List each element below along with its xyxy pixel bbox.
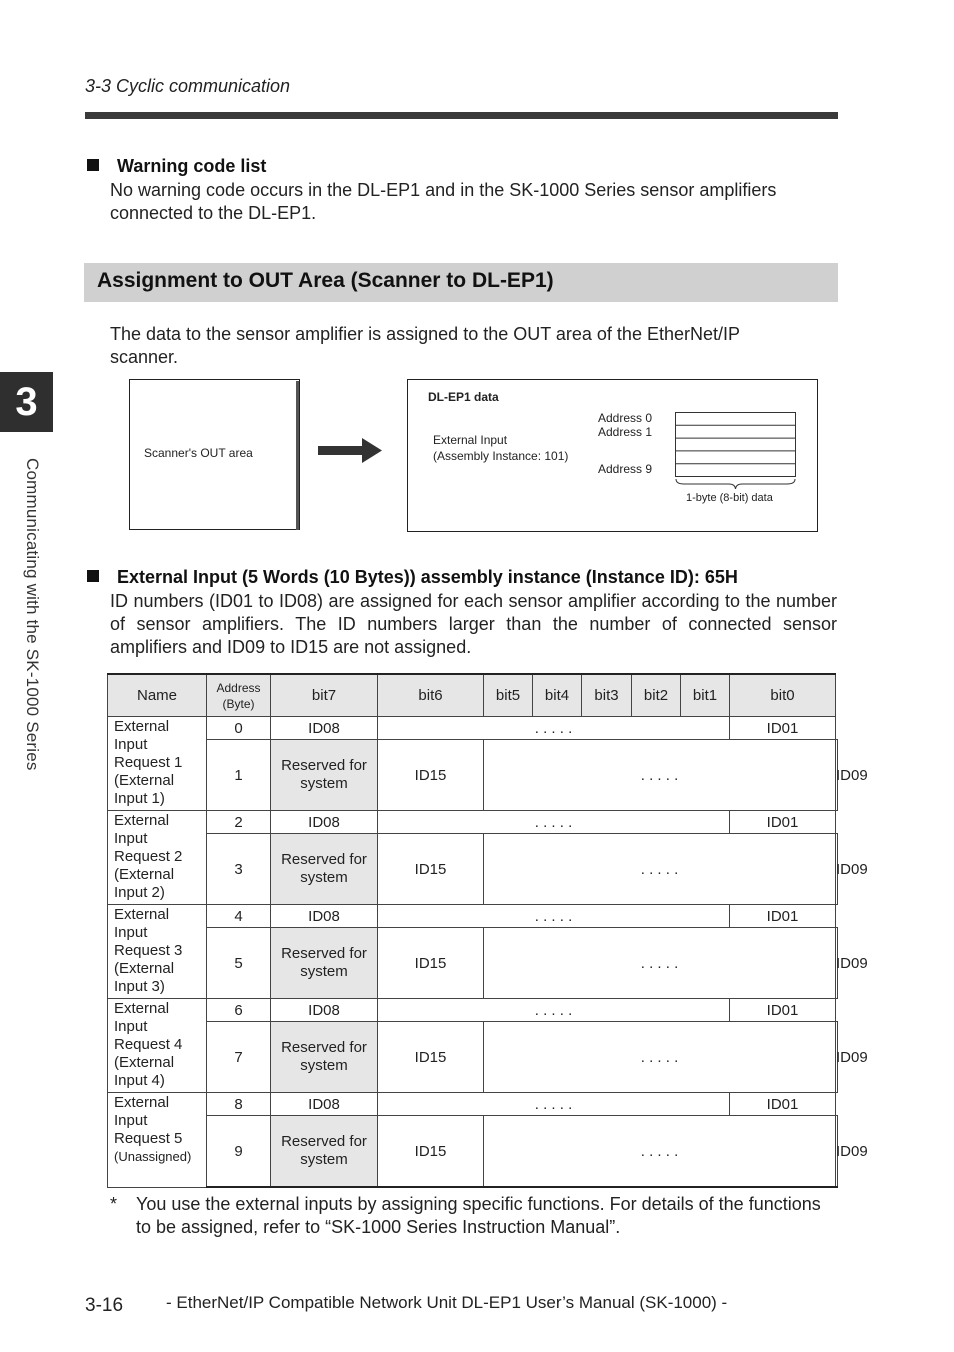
- col-header-name: Name: [108, 674, 207, 717]
- name-line: (External: [114, 866, 175, 883]
- bit6-cell: ID15: [378, 740, 484, 811]
- name-line: Request 3: [114, 942, 183, 959]
- bit6-cell: ID15: [378, 834, 484, 905]
- table-row: [108, 717, 838, 740]
- col-header-address-l1: Address: [216, 680, 261, 695]
- reserved-cell: [271, 834, 378, 905]
- bit6-cell: ID15: [378, 1022, 484, 1093]
- bit7-cell: ID08: [271, 717, 378, 740]
- name-line: Request 1: [114, 754, 183, 771]
- bits-ellipsis-cell: . . . . .: [378, 905, 730, 928]
- col-header-bit5: bit5: [484, 674, 533, 717]
- request-name-cell: [108, 811, 207, 905]
- col-header-address-l2: (Byte): [222, 696, 255, 711]
- name-line: Input: [114, 1018, 148, 1035]
- byte-data-note: 1-byte (8-bit) data: [686, 492, 773, 504]
- bit6-cell: ID15: [378, 1116, 484, 1188]
- bit0-cell: ID01: [730, 811, 836, 834]
- request-name-cell: [108, 999, 207, 1093]
- col-header-bit6: bit6: [378, 674, 484, 717]
- name-line: Input: [114, 1112, 148, 1129]
- byte-register-stack: [674, 411, 798, 491]
- warning-body: No warning code occurs in the DL-EP1 and in the SK-1000 Series sensor amplifiers connected to the DL-EP1.: [110, 180, 777, 223]
- unassigned-note: (Unassigned): [114, 1149, 192, 1164]
- bit0-cell: ID09: [836, 1116, 838, 1188]
- table-row: [108, 811, 838, 834]
- bullet-square-icon: [87, 159, 99, 171]
- table-body: [108, 717, 868, 1188]
- scanner-out-area-box: [129, 379, 300, 530]
- address-cell: 4: [207, 905, 271, 928]
- request-name-cell: [108, 1093, 207, 1188]
- name-line: Request 5: [114, 1130, 183, 1147]
- name-line: Request 2: [114, 848, 183, 865]
- table-row: [108, 1116, 838, 1188]
- col-header-bit4: bit4: [533, 674, 582, 717]
- table-row: [108, 1022, 838, 1093]
- bit0-cell: ID09: [836, 928, 838, 999]
- request-name-cell: [108, 905, 207, 999]
- col-header-bit1: bit1: [681, 674, 730, 717]
- reserved-line: system: [300, 869, 348, 886]
- arrow-head: [362, 438, 382, 463]
- name-line: Request 4: [114, 1036, 183, 1053]
- intro-paragraph: The data to the sensor amplifier is assigned to the OUT area of the EtherNet/IP scanner.: [110, 324, 740, 367]
- address-cell: 5: [207, 928, 271, 999]
- name-line: External: [114, 718, 170, 735]
- address-cell: 3: [207, 834, 271, 905]
- bit0-cell: ID01: [730, 905, 836, 928]
- name-line: Input 4): [114, 1072, 165, 1089]
- footnote: [110, 1193, 830, 1239]
- table-row: [108, 905, 838, 928]
- bit0-cell: ID09: [836, 1022, 838, 1093]
- address-cell: 0: [207, 717, 271, 740]
- page-number: 3-16: [85, 1295, 124, 1316]
- chapter-tab: 3: [0, 372, 53, 432]
- address-cell: 7: [207, 1022, 271, 1093]
- reserved-cell: [271, 1116, 378, 1188]
- bit0-cell: ID09: [836, 834, 838, 905]
- request-name-cell: [108, 717, 207, 811]
- name-line: (External: [114, 772, 175, 789]
- bit7-cell: ID08: [271, 811, 378, 834]
- name-line: External: [114, 1094, 170, 1111]
- name-line: (External: [114, 1054, 175, 1071]
- col-header-bit3: bit3: [582, 674, 632, 717]
- table-header-row: [108, 674, 838, 717]
- footnote-mark: *: [110, 1194, 118, 1214]
- register-outline: [676, 413, 796, 477]
- name-line: External: [114, 1000, 170, 1017]
- table-row: [108, 834, 838, 905]
- name-line: (External: [114, 960, 175, 977]
- name-line: Input 1): [114, 790, 165, 807]
- reserved-line: system: [300, 1151, 348, 1168]
- arrow-right-icon: [316, 436, 384, 466]
- reserved-line: Reserved for: [281, 851, 367, 868]
- external-input-heading: [87, 567, 738, 588]
- address-1-label: Address 1: [598, 425, 653, 439]
- bit7-cell: ID08: [271, 1093, 378, 1116]
- name-line: Input: [114, 924, 148, 941]
- dlep1-data-title: DL-EP1 data: [428, 390, 499, 404]
- bits-ellipsis-cell: . . . . .: [484, 1116, 836, 1188]
- bit7-cell: ID08: [271, 905, 378, 928]
- name-line: External: [114, 906, 170, 923]
- address-cell: 8: [207, 1093, 271, 1116]
- bits-ellipsis-cell: . . . . .: [378, 999, 730, 1022]
- reserved-cell: [271, 1022, 378, 1093]
- address-0-label: Address 0: [598, 411, 653, 425]
- running-head: 3-3 Cyclic communication: [85, 76, 291, 96]
- name-line: External: [114, 812, 170, 829]
- chapter-side-label: Communicating with the SK-1000 Series: [23, 458, 42, 771]
- bit0-cell: ID09: [836, 740, 838, 811]
- address-cell: 6: [207, 999, 271, 1022]
- address-9-label: Address 9: [598, 462, 653, 476]
- bits-ellipsis-cell: . . . . .: [378, 811, 730, 834]
- name-line: Input 2): [114, 884, 165, 901]
- arrow-shaft: [318, 446, 364, 455]
- name-line: Input: [114, 736, 148, 753]
- bit7-cell: ID08: [271, 999, 378, 1022]
- table-row: [108, 999, 838, 1022]
- scanner-box-shadow: [296, 381, 299, 530]
- address-cell: 2: [207, 811, 271, 834]
- section-title-bar: [84, 263, 838, 302]
- assembly-instance-label: (Assembly Instance: 101): [433, 449, 569, 463]
- external-input-body: ID numbers (ID01 to ID08) are assigned for each sensor amplifier according to the number of sensor amplifiers. The ID numbers larger than the number of connected sensor amplifiers and ID09 to ID15 are not assigned.: [110, 591, 837, 657]
- col-header-bit0: bit0: [730, 674, 836, 717]
- dlep1-data-box: [407, 379, 818, 532]
- header-rule: [85, 112, 838, 119]
- bit6-cell: ID15: [378, 928, 484, 999]
- address-cell: 1: [207, 740, 271, 811]
- external-input-heading-text: External Input (5 Words (10 Bytes)) assembly instance (Instance ID): 65H: [117, 567, 738, 587]
- bit0-cell: ID01: [730, 1093, 836, 1116]
- reserved-line: system: [300, 1057, 348, 1074]
- scanner-out-area-label: Scanner's OUT area: [144, 446, 253, 460]
- external-input-label: External Input: [433, 433, 508, 447]
- brace-icon: [676, 479, 795, 489]
- col-header-address: [207, 674, 271, 717]
- bit0-cell: ID01: [730, 717, 836, 740]
- reserved-line: system: [300, 963, 348, 980]
- bits-ellipsis-cell: . . . . .: [484, 928, 836, 999]
- reserved-line: Reserved for: [281, 945, 367, 962]
- footnote-text: You use the external inputs by assigning specific functions. For details of the functions to be assigned, refer to “SK-1000 Series Instruction Manual”.: [136, 1194, 821, 1237]
- assignment-table: [107, 673, 868, 1188]
- bits-ellipsis-cell: . . . . .: [484, 1022, 836, 1093]
- reserved-line: Reserved for: [281, 757, 367, 774]
- bits-ellipsis-cell: . . . . .: [484, 740, 836, 811]
- reserved-line: Reserved for: [281, 1133, 367, 1150]
- col-header-bit2: bit2: [632, 674, 681, 717]
- table-row: [108, 740, 838, 811]
- bits-ellipsis-cell: . . . . .: [378, 717, 730, 740]
- footer-title: - EtherNet/IP Compatible Network Unit DL-EP1 User’s Manual (SK-1000) -: [166, 1293, 728, 1312]
- name-line: Input: [114, 830, 148, 847]
- warning-heading-text: Warning code list: [117, 156, 267, 176]
- reserved-cell: [271, 928, 378, 999]
- bullet-square-icon: [87, 570, 99, 582]
- section-title: Assignment to OUT Area (Scanner to DL-EP1): [97, 269, 554, 292]
- name-line: Input 3): [114, 978, 165, 995]
- reserved-line: system: [300, 775, 348, 792]
- reserved-cell: [271, 740, 378, 811]
- table-row: [108, 1093, 838, 1116]
- table-row: [108, 928, 838, 999]
- reserved-line: Reserved for: [281, 1039, 367, 1056]
- col-header-bit7: bit7: [271, 674, 378, 717]
- warning-heading: [87, 156, 266, 177]
- bit0-cell: ID01: [730, 999, 836, 1022]
- bits-ellipsis-cell: . . . . .: [484, 834, 836, 905]
- bits-ellipsis-cell: . . . . .: [378, 1093, 730, 1116]
- address-cell: 9: [207, 1116, 271, 1188]
